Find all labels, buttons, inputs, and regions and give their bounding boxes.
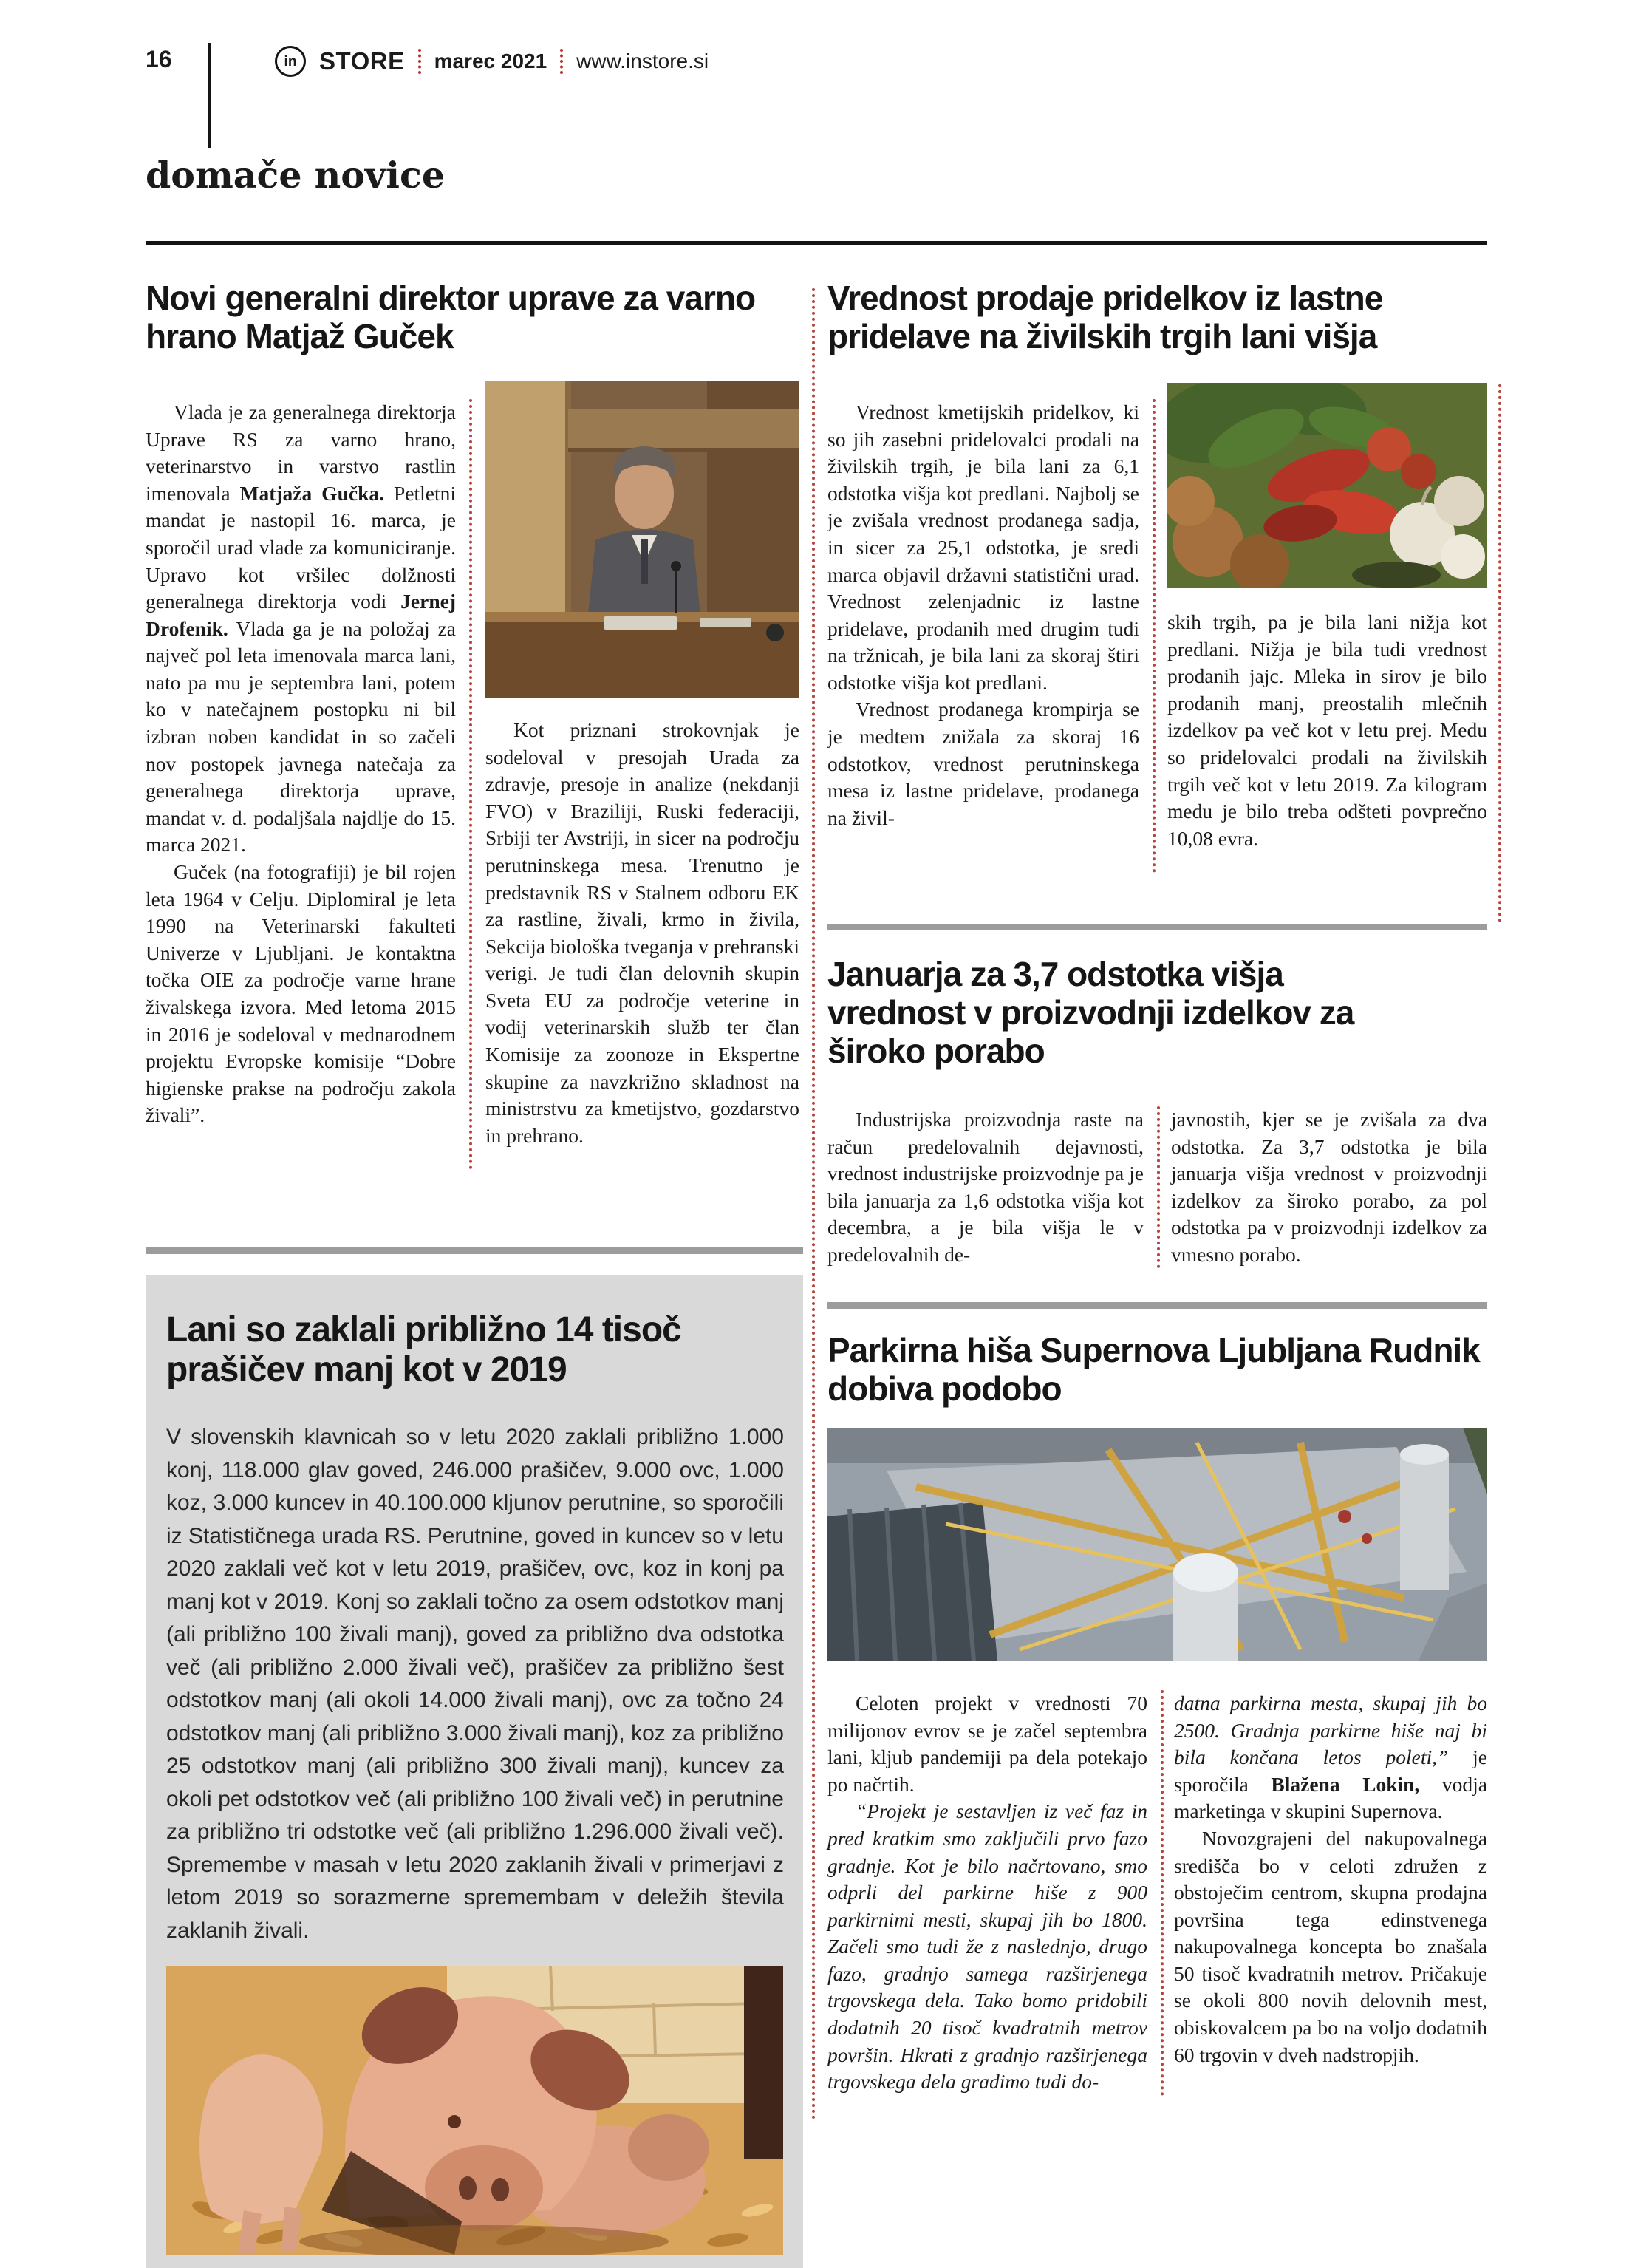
article5-title: Parkirna hiša Supernova Ljubljana Rudnik dobiva podobo — [827, 1331, 1480, 1408]
photo-matjaz-gucek — [485, 381, 799, 698]
article5-paragraph: Novozgrajeni del nakupovalnega središča bo v celoti združen z obstoječim centrom, skupna prodajna površina tega edinstvenega nakupovalnega koncepta bo znašala 50 tisoč kvadratnih metrov. Pričakuje se okoli 800 novih delovnih mest, obiskovalcem pa bo na voljo dodatnih 60 trgovin v dveh nadstropjih. — [1174, 1826, 1487, 2066]
article5-paragraph: je sporočila — [1174, 1746, 1487, 1796]
photo-construction-site — [827, 1428, 1487, 1661]
article1-paragraph: Vlada ga je na položaj za največ pol leta imenovala marca lani, nato pa mu je septembra lani, potem ko v natečajnem postopku ni bil izbran noben kandidat in so začeli nov postopek javnega natečaja za generalnega direktorja uprave, mandat v. d. podaljšala najdlje do 15. marca 2021. — [146, 616, 456, 857]
article1-paragraph: Guček (na fotografiji) je bil rojen leta 1964 v Celju. Diplomiral je leta 1990 na Veterinarski fakulteti Univerze v Ljubljani. Je kontaktna točka OIE za področje varne hrane živalskega izvora. Med letoma 2015 in 2016 je sodeloval v mednarodnem projektu Evropske komisije “Dobre higienske prakse na področju zakola živali”. — [146, 860, 456, 1127]
article2-column-1 — [827, 399, 1139, 873]
article3-paragraph: Industrijska proizvodnja raste na račun predelovalnih dejavnosti, vrednost industrijske proizvodnje pa je bila januarja za 1,6 odstotka višja kot decembra, a je bila višja le v predelovalnih de- — [827, 1107, 1144, 1266]
section-rule — [146, 241, 1487, 245]
article3-paragraph: javnostih, kjer se je zvišala za dva odstotka. Za 3,7 odstotka je bila januarja višja vrednost v proizvodnji izdelkov za široko porabo, za pol odstotka pa v proizvodnji izdelkov za vmesno porabo. — [1171, 1107, 1487, 1266]
article3-column-1 — [827, 1106, 1144, 1269]
bold-name: Blažena Lokin, — [1271, 1772, 1420, 1796]
article5-column-2 — [1174, 1690, 1487, 2096]
website-link[interactable]: www.instore.si — [576, 50, 709, 72]
article-supernova-parking — [827, 1332, 1487, 2096]
right-margin-separator — [1498, 384, 1501, 922]
article1-title: Novi generalni direktor uprave za varno hrano Matjaž Guček — [146, 279, 756, 355]
article4-body: V slovenskih klavnicah so v letu 2020 zaklali približno 1.000 konj, 118.000 glav goved, 246.000 prašičev, 9.000 ovc, 1.000 koz, 3.000 kuncev in 40.100.000 kljunov perutnine, so sporočili iz Statističnega urada RS. Perutnine, goved in kuncev so v letu 2020 zaklali več kot v letu 2019, prašičev, ovc, koz in konj pa manj kot v 2019. Konj so zaklali točno za osem odstotkov manj (ali približno 100 živali manj), goved za približno dva odstotka več (ali približno 2.000 živali več), prašičev za približno šest odstotkov manj (ali okoli 14.000 živali manj), ovc za točno 24 odstotkov manj (ali približno 3.000 živali manj), koz za približno 25 odstotkov manj (ali približno 300 živali manj), kuncev za okoli pet odstotkov več (ali približno 100 živali več) in perutnine za približno tri odstotke več (ali približno 1.296.000 živali več). Spremembe v masah v letu 2020 zaklanih živali v primerjavi z letom 2019 so sorazmerne spremembam v deležih števila zaklanih živali. — [166, 1425, 784, 1943]
column-separator — [469, 399, 472, 1170]
masthead-separator-icon — [418, 49, 421, 74]
photo-fresh-produce — [1167, 383, 1487, 588]
masthead-separator-icon — [560, 49, 563, 74]
brand-name: STORE — [319, 47, 405, 75]
column-separator — [1153, 399, 1156, 873]
issue-date: marec 2021 — [434, 50, 547, 72]
article2-paragraph: skih trgih, pa je bila lani nižja kot predlani. Nižja je bila tudi vrednost prodanih jajc. Mleka in sirov je bilo prodanih manj, preostalih mlečnih izdelkov pa več kot v letu prej. Medu so pridelovalci prodali na živilskih trgih več kot v letu 2019. Za kilogram medu je bilo treba odšteti povprečno 10,08 evra. — [1167, 610, 1487, 850]
column-separator — [1161, 1690, 1164, 2096]
bold-name: Matjaža Gučka. — [239, 481, 384, 505]
article3-column-2 — [1171, 1106, 1487, 1269]
article5-quote: “Projekt je sestavljen iz več faz in pred kratkim smo zaključili prvo fazo gradnje. Kot je bilo načrtovano, smo odprli del parkirne hiše z 900 parkirnimi mesti, skupaj jih bo 1800. Začeli smo tudi že z naslednjo, drugo fazo, gradnjo samega razširjenega trgovskega dela. Tako bomo pridobili dodatnih 20 tisoč kvadratnih metrov površin. Hkrati z gradnjo razširjenega trgovskega dela gradimo tudi do- — [827, 1799, 1147, 2094]
masthead — [275, 46, 709, 77]
article-food-safety-director — [146, 279, 805, 1170]
article2-column-2 — [1167, 399, 1487, 873]
article2-paragraph: Vrednost prodanega krompirja se je medtem znižala za skoraj 16 odstotkov, vrednost perutninskega mesa iz lastne pridelave, prodanega na živil- — [827, 698, 1139, 829]
bold-name: Jernej Drofenik. — [146, 590, 456, 640]
article-industrial-production — [827, 956, 1487, 1268]
article5-paragraph: vodja marketinga v skupini Supernova. — [1174, 1772, 1487, 1823]
article3-title: Januarja za 3,7 odstotka višja vrednost v proizvodnji izdelkov za široko porabo — [827, 955, 1354, 1070]
article1-paragraph: Vlada je za generalnega direktorja Uprave RS za varno hrano, veterinarstvo in varstvo rastlin imenovala — [146, 400, 456, 505]
article-divider-rule — [827, 1302, 1487, 1309]
page-number: 16 — [146, 46, 172, 72]
article1-paragraph: Kot priznani strokovnjak je sodeloval v presojah Urada za zdravje, presoje in analize (nekdanji FVO) v Braziliji, Ruski federaciji, Srbiji ter Avstriji, in sicer na področju perutninskega mesa. Trenutno je predstavnik RS v Stalnem odboru EK za rastline, živali, krmo in živila, Sekcija biološka tveganja v prehranski verigi. Je tudi član delovnih skupin Sveta EU za področje veterine in vodij veterinarskih služb ter član Komisije za zoonoze in Ekspertne skupine za navzkrižno skladnost na ministrstvu za kmetijstvo, gozdarstvo in prehrano. — [485, 718, 799, 1147]
header-divider-bar — [208, 43, 211, 148]
article-pig-slaughter-box — [146, 1275, 803, 2268]
article5-quote: datna parkirna mesta, skupaj jih bo 2500. Gradnja parkirne hiše naj bi bila končana letos poleti,” — [1174, 1691, 1487, 1769]
article-divider-rule — [827, 924, 1487, 930]
article1-paragraph: Petletni mandat je nastopil 16. marca, je sporočil urad vlade za komuniciranje. Upravo kot vršilec dolžnosti generalnega direktorja vodi — [146, 481, 456, 613]
page-column-separator — [812, 288, 815, 2121]
column-separator — [1157, 1106, 1160, 1269]
article5-column-1 — [827, 1690, 1147, 2096]
article2-title: Vrednost prodaje pridelkov iz lastne pridelave na živilskih trgih lani višja — [827, 279, 1383, 355]
article-divider-rule — [146, 1247, 803, 1254]
article1-column-1 — [146, 399, 456, 1170]
section-title: domače novice — [146, 154, 446, 197]
article1-column-2 — [485, 399, 799, 1170]
instore-logo-icon: in — [275, 46, 306, 77]
article4-title: Lani so zaklali približno 14 tisoč prašičev manj kot v 2019 — [166, 1310, 681, 1390]
photo-pigs-on-straw — [166, 1966, 783, 2255]
article2-paragraph: Vrednost kmetijskih pridelkov, ki so jih zasebni pridelovalci prodali na živilskih trgih, je bila lani za 6,1 odstotka višja kot predlani. Najbolj se je zvišala vrednost prodanega sadja, in sicer za 25,1 odstotka, je sredi marca objavil državni statistični urad. Vrednost zelenjadnic iz lastne pridelave, prodanih med drugim tudi na tržnicah, je bila lani za skoraj štiri odstotke višja kot predlani. — [827, 400, 1139, 694]
article5-paragraph: Celoten projekt v vrednosti 70 milijonov evrov se je začel septembra lani, kljub pandemiji pa dela potekajo po načrtih. — [827, 1691, 1147, 1796]
article-farm-produce-value — [827, 279, 1487, 873]
